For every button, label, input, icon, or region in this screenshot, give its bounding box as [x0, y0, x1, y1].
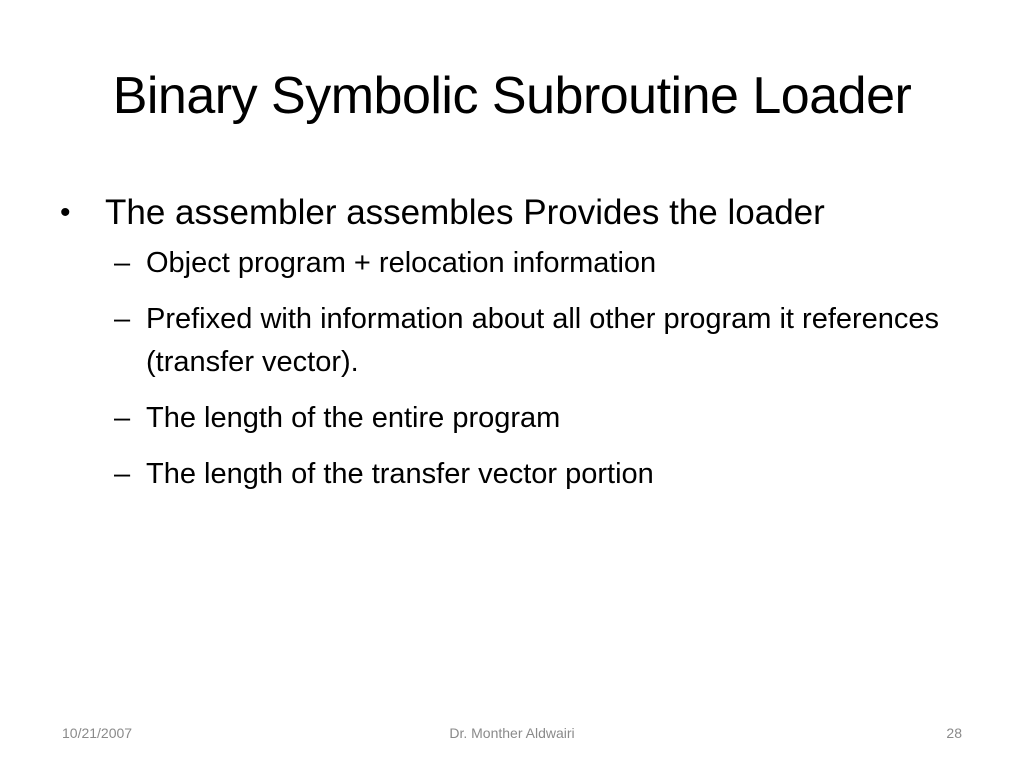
- slide-title: Binary Symbolic Subroutine Loader: [112, 67, 912, 125]
- sub-bullet-list: [56, 242, 976, 496]
- bullet-dot-icon: •: [60, 196, 71, 229]
- footer-page-number: 28: [946, 725, 962, 741]
- slide-body: [56, 188, 976, 509]
- sub-bullet-item: [56, 298, 976, 384]
- sub-bullet-text: The length of the transfer vector portion: [146, 458, 654, 490]
- sub-bullet-item: [56, 397, 976, 440]
- dash-icon: –: [114, 303, 131, 335]
- dash-icon: –: [114, 247, 131, 279]
- bullet-item: [56, 188, 976, 238]
- footer-author: Dr. Monther Aldwairi: [449, 725, 575, 741]
- sub-bullet-text: The length of the entire program: [146, 402, 561, 434]
- sub-bullet-item: [56, 453, 976, 496]
- sub-bullet-item: [56, 242, 976, 285]
- footer-date: 10/21/2007: [62, 725, 133, 741]
- bullet-text: The assembler assembles Provides the loader: [105, 193, 825, 232]
- dash-icon: –: [114, 458, 131, 490]
- sub-bullet-text: Prefixed with information about all other program it references (transfer vector).: [146, 303, 940, 378]
- dash-icon: –: [114, 402, 131, 434]
- sub-bullet-text: Object program + relocation information: [146, 247, 657, 279]
